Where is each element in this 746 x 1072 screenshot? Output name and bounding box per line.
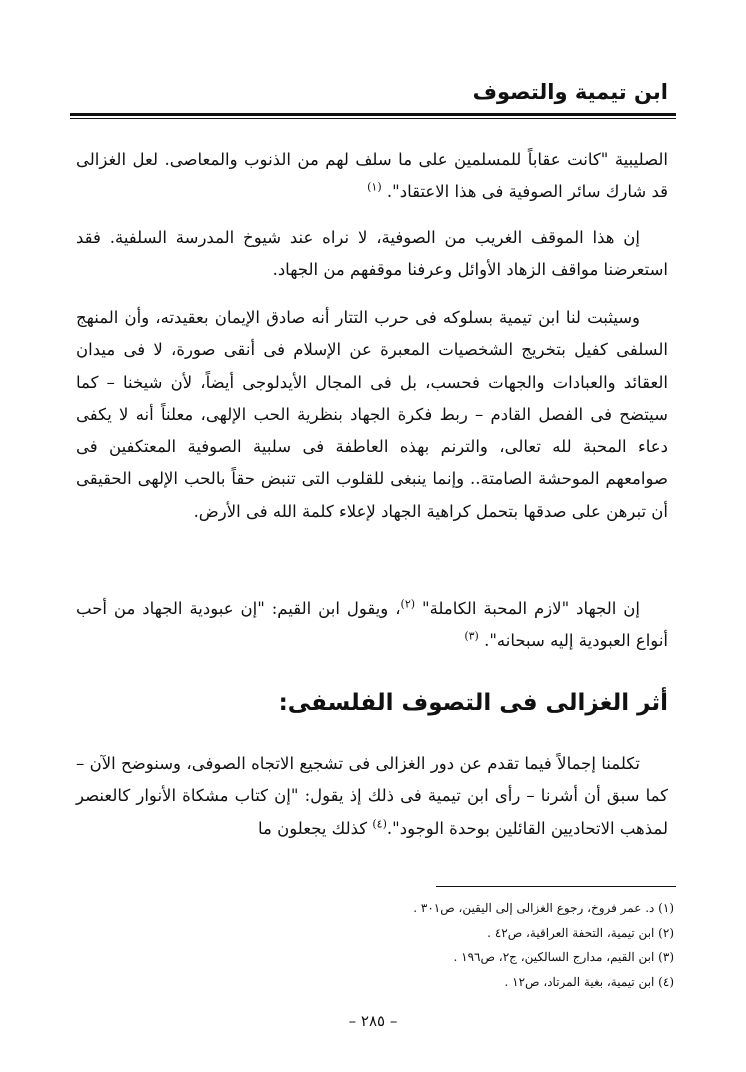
- paragraph-3: وسيثبت لنا ابن تيمية بسلوكه فى حرب التتار أنه صادق الإيمان بعقيدته، وأن المنهج السلفى كفيل بتخريج الشخصيات المعبرة عن الإسلام فى أنقى صورة، لا فى ميدان العقائد والعبادات والجهات فحسب، بل فى المجال الأيدلوجى أيضاً، لأن شيخنا – كما سيتضح فى الفصل القادم – ربط فكرة الجهاد بنظرية الحب الإلهى، معلناً أنه لا يكفى دعاء المحبة لله تعالى، والترنم بهذه العاطفة فى سلبية الصوفية المعتكفين فى صوامعهم الموحشة الصامتة.. وإنما ينبغى للقلوب التى تنبض حقاً بالحب الإلهى الحقيقى أن تبرهن على صدقها بتحمل كراهية الجهاد لإعلاء كلمة الله فى الأرض.: [76, 308, 668, 521]
- paragraph-1: [76, 144, 668, 209]
- paragraph-5-text-a: تكلمنا إجمالاً فيما تقدم عن دور الغزالى فى تشجيع الاتجاه الصوفى، وسنوضح الآن – كما سبق أن أشرنا – رأى ابن تيمية فى ذلك إذ يقول: "إن كتاب مشكاة الأنوار كالعنصر لمذهب الاتحاديين القائلين بوحدة الوجود".: [76, 754, 668, 838]
- footnote-ref-3: (٣): [464, 629, 479, 643]
- footnote-ref-1: (١): [367, 180, 382, 194]
- footnote-4: (٤) ابن تيمية، بغية المرتاد، ص١٢ .: [504, 974, 674, 989]
- header-rule-thin: [70, 118, 676, 119]
- footnotes: [114, 896, 674, 994]
- paragraph-2: إن هذا الموقف الغريب من الصوفية، لا نراه عند شيوخ المدرسة السلفية. فقد استعرضنا مواقف الزهاد الأوائل وعرفنا موقفهم من الجهاد.: [76, 228, 668, 280]
- footnote-ref-2: (٢): [400, 597, 416, 611]
- paragraph-4-text-a: إن الجهاد "لازم المحبة الكاملة": [422, 599, 640, 618]
- paragraph-4: [76, 593, 668, 658]
- footnote-3: (٣) ابن القيم، مدارج السالكين، ج٢، ص١٩٦ .: [453, 950, 674, 964]
- paragraph-4-text-b: ، ويقول ابن القيم: "إن عبودية الجهاد من أحب أنواع العبودية إليه سبحانه".: [76, 599, 668, 651]
- section-heading: أثر الغزالى فى التصوف الفلسفى:: [278, 690, 668, 716]
- footnote-1: (١) د. عمر فروخ، رجوع الغزالى إلى اليقين، ص٣٠١ .: [413, 901, 674, 915]
- paragraph-1-text: الصليبية "كانت عقاباً للمسلمين على ما سلف لهم من الذنوب والمعاصى. لعل الغزالى قد شارك سائر الصوفية فى هذا الاعتقاد".: [76, 150, 668, 202]
- header-rule: [70, 113, 676, 116]
- footnote-ref-4: (٤): [372, 817, 387, 831]
- paragraph-5: [76, 748, 668, 845]
- footnote-2: (٢) ابن تيمية، التحفة العراقية، ص٤٢ .: [487, 925, 674, 940]
- running-header: ابن تيمية والتصوف: [472, 80, 668, 104]
- page-number: – ٢٨٥ –: [348, 1012, 398, 1030]
- paragraph-5-text-b: كذلك يجعلون ما: [258, 818, 373, 838]
- footnote-rule: [436, 886, 676, 887]
